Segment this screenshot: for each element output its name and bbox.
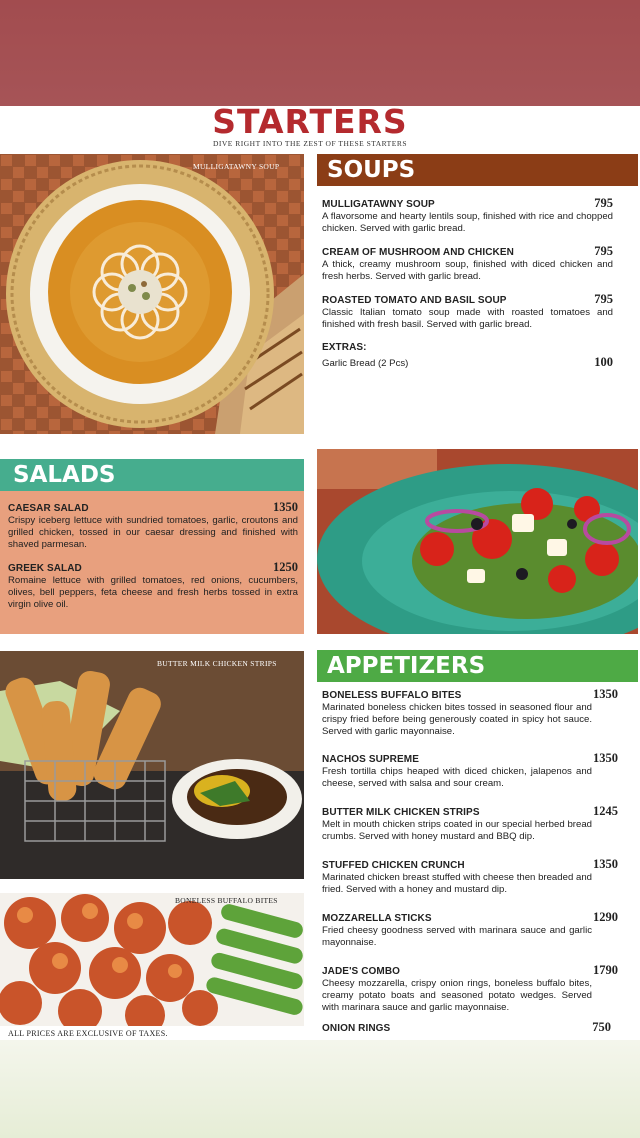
item-name: STUFFED CHICKEN CRUNCH xyxy=(322,860,465,871)
item-price: 1245 xyxy=(593,804,618,818)
menu-header xyxy=(0,104,640,154)
item-name: CREAM OF MUSHROOM AND CHICKEN xyxy=(322,247,514,258)
item-name: ROASTED TOMATO AND BASIL SOUP xyxy=(322,295,507,306)
item-price: 795 xyxy=(594,292,613,306)
soup-item xyxy=(322,196,613,235)
item-description: Classic Italian tomato soup made with roasted tomatoes and finished with fresh basil. Served with garlic bread. xyxy=(322,307,613,330)
boneless-buffalo-bites-photo xyxy=(0,893,304,1026)
top-band xyxy=(0,0,640,106)
item-description: Romaine lettuce with grilled tomatoes, red onions, cucumbers, olives, bell peppers, feta cheese and fresh herbs tossed in extra virgin olive oil. xyxy=(8,575,298,610)
item-description: Marinated chicken breast stuffed with cheese then breaded and fried. Served with a honey and mustard dip. xyxy=(322,872,592,895)
salad-illustration xyxy=(317,449,638,634)
item-description: Crispy iceberg lettuce with sundried tomatoes, garlic, croutons and grilled chicken, tossed in our caesar dressing and finished with shaved parmesan. xyxy=(8,515,298,550)
soup-item xyxy=(322,292,613,331)
page-subtitle: DIVE RIGHT INTO THE ZEST OF THESE STARTERS xyxy=(212,139,408,148)
item-description: Marinated boneless chicken bites tossed in seasoned flour and crispy fried before being generously coated in spicy hot sauce. Served with garlic mayonnaise. xyxy=(322,702,592,737)
item-name: JADE'S COMBO xyxy=(322,966,401,977)
item-name: GREEK SALAD xyxy=(8,563,82,574)
item-price: 1350 xyxy=(593,751,618,765)
item-description: Fresh tortilla chips heaped with diced chicken, jalapenos and cheese, served with salsa and sour cream. xyxy=(322,766,592,789)
appetizer-item xyxy=(322,1020,618,1034)
chicken-strips-illustration xyxy=(0,651,304,879)
item-description: A flavorsome and hearty lentils soup, finished with rice and chopped chicken. Served with garlic bread. xyxy=(322,211,613,234)
item-description: Fried cheesy goodness served with marinara sauce and garlic mayonnaise. xyxy=(322,925,592,948)
appetizer-item xyxy=(322,751,618,790)
item-price: 1350 xyxy=(593,857,618,871)
item-name: MOZZARELLA STICKS xyxy=(322,913,432,924)
appetizer-item xyxy=(322,804,618,843)
extras-item: Garlic Bread (2 Pcs) xyxy=(322,358,409,369)
item-price: 1790 xyxy=(593,963,618,977)
appetizer-item xyxy=(322,687,618,738)
soup-photo-caption: MULLIGATAWNY SOUP xyxy=(193,162,280,171)
chicken-photo-caption: BUTTER MILK CHICKEN STRIPS xyxy=(157,659,277,668)
soups-heading: SOUPS xyxy=(317,154,638,186)
buffalo-bites-illustration xyxy=(0,893,304,1026)
bottom-band xyxy=(0,1040,640,1138)
soup-item xyxy=(322,244,613,283)
tax-note: ALL PRICES ARE EXCLUSIVE OF TAXES. xyxy=(8,1029,168,1038)
item-description: Melt in mouth chicken strips coated in our special herbed bread crumbs. Served with honey mustard and BBQ dip. xyxy=(322,819,592,842)
item-name: ONION RINGS xyxy=(322,1023,391,1034)
extras-price: 100 xyxy=(594,355,613,369)
appetizer-item xyxy=(322,963,618,1014)
item-price: 1350 xyxy=(273,500,298,514)
item-price: 1350 xyxy=(593,687,618,701)
item-price: 750 xyxy=(592,1020,611,1034)
mulligatawny-soup-photo xyxy=(0,154,304,434)
item-price: 795 xyxy=(594,196,613,210)
item-name: CAESAR SALAD xyxy=(8,503,89,514)
item-price: 1250 xyxy=(273,560,298,574)
appetizer-item xyxy=(322,910,618,949)
item-name: MULLIGATAWNY SOUP xyxy=(322,199,435,210)
item-name: NACHOS SUPREME xyxy=(322,754,419,765)
salads-heading: SALADS xyxy=(0,459,304,491)
appetizer-item xyxy=(322,857,618,896)
greek-salad-photo xyxy=(317,449,638,634)
salad-item xyxy=(8,500,298,551)
item-description: Cheesy mozzarella, crispy onion rings, boneless buffalo bites, creamy potato boats and seasoned potato wedges. Served with marinara sauce and garlic mayonnaise. xyxy=(322,978,592,1013)
appetizers-heading: APPETIZERS xyxy=(317,650,638,682)
item-name: BONELESS BUFFALO BITES xyxy=(322,690,462,701)
extras-block xyxy=(322,342,613,370)
extras-label: EXTRAS: xyxy=(322,342,367,353)
item-price: 1290 xyxy=(593,910,618,924)
salad-item xyxy=(8,560,298,611)
buffalo-photo-caption: BONELESS BUFFALO BITES xyxy=(175,896,278,905)
soup-illustration xyxy=(0,154,304,434)
item-price: 795 xyxy=(594,244,613,258)
item-name: BUTTER MILK CHICKEN STRIPS xyxy=(322,807,480,818)
item-description: A thick, creamy mushroom soup, finished with diced chicken and fresh herbs. Served with garlic bread. xyxy=(322,259,613,282)
page-title: STARTERS xyxy=(212,102,408,141)
butter-milk-chicken-strips-photo xyxy=(0,651,304,879)
